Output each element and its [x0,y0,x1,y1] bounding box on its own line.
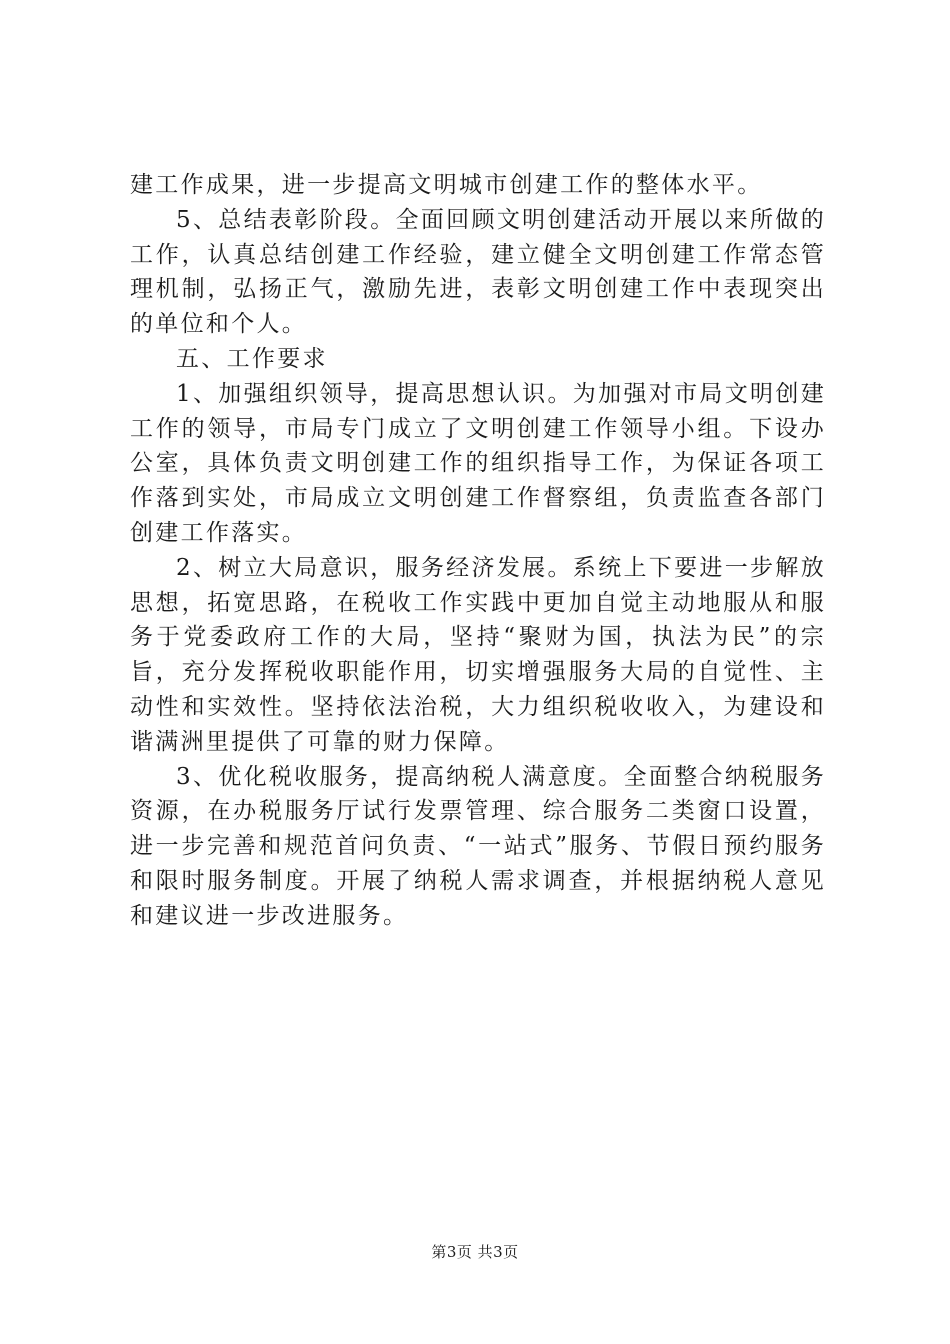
section-heading-work-requirements: 五、工作要求 [176,345,328,372]
document-body [130,168,826,934]
page-number-footer: 第3页 共3页 [431,1243,519,1261]
paragraph-requirement-3: 3、优化税收服务，提高纳税人满意度。全面整合纳税服务资源，在办税服务厅试行发票管理、综合服务二类窗口设置，进一步完善和规范首问负责、“一站式”服务、节假日预约服务和限时服务制度。开展了纳税人需求调查，并根据纳税人意见和建议进一步改进服务。 [130,763,826,929]
paragraph-requirement-2: 2、树立大局意识，服务经济发展。系统上下要进一步解放思想，拓宽思路，在税收工作实践中更加自觉主动地服从和服务于党委政府工作的大局，坚持“聚财为国，执法为民”的宗旨，充分发挥税收职能作用，切实增强服务大局的自觉性、主动性和实效性。坚持依法治税，大力组织税收收入，为建设和谐满洲里提供了可靠的财力保障。 [130,554,826,755]
paragraph-requirement-1: 1、加强组织领导，提高思想认识。为加强对市局文明创建工作的领导，市局专门成立了文明创建工作领导小组。下设办公室，具体负责文明创建工作的组织指导工作，为保证各项工作落到实处，市局成立文明创建工作督察组，负责监查各部门创建工作落实。 [130,380,826,546]
paragraph-summary-stage: 5、总结表彰阶段。全面回顾文明创建活动开展以来所做的工作，认真总结创建工作经验，建立健全文明创建工作常态管理机制，弘扬正气，激励先进，表彰文明创建工作中表现突出的单位和个人。 [130,206,826,338]
paragraph-continuation: 建工作成果，进一步提高文明城市创建工作的整体水平。 [130,172,763,198]
